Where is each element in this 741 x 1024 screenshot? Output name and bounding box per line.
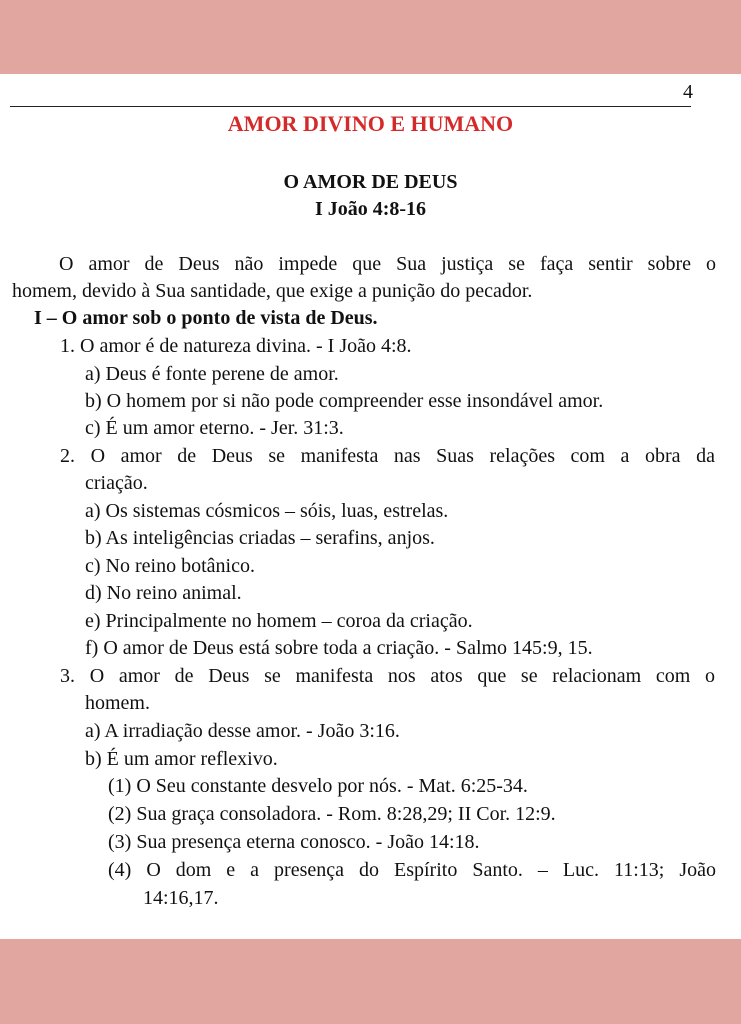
list-item-2a: a) Os sistemas cósmicos – sóis, luas, estrelas. [85,500,449,522]
list-item-3b-3: (3) Sua presença eterna conosco. - João 14:18. [108,831,480,853]
list-item-2f: f) O amor de Deus está sobre toda a criação. - Salmo 145:9, 15. [85,637,593,659]
list-item-3b-2: (2) Sua graça consoladora. - Rom. 8:28,29; II Cor. 12:9. [108,803,556,825]
list-item-1: 1. O amor é de natureza divina. - I João 4:8. [60,335,412,357]
list-item-3b: b) É um amor reflexivo. [85,748,278,770]
list-item-2c: c) No reino botânico. [85,555,255,577]
list-item-3a: a) A irradiação desse amor. - João 3:16. [85,720,400,742]
document-page [0,74,741,939]
intro-line-2: homem, devido à Sua santidade, que exige a punição do pecador. [12,280,533,302]
list-item-2e: e) Principalmente no homem – coroa da criação. [85,610,473,632]
list-item-3b-4-line-1: (4) O dom e a presença do Espírito Santo. – Luc. 11:13; João [108,859,716,881]
list-item-1c: c) É um amor eterno. - Jer. 31:3. [85,417,344,439]
scripture-reference: I João 4:8-16 [314,198,427,220]
list-item-2d: d) No reino animal. [85,582,242,604]
list-item-2-line-2: criação. [85,472,148,494]
list-item-1a: a) Deus é fonte perene de amor. [85,363,339,385]
page-number: 4 [683,81,693,103]
list-item-2b: b) As inteligências criadas – serafins, anjos. [85,527,435,549]
page-title: AMOR DIVINO E HUMANO [227,111,514,136]
section-heading: I – O amor sob o ponto de vista de Deus. [34,307,378,329]
header-rule [10,106,691,107]
list-item-3b-4-line-2: 14:16,17. [143,887,219,909]
list-item-3-line-2: homem. [85,692,150,714]
intro-line-1: O amor de Deus não impede que Sua justiça se faça sentir sobre o [59,253,716,275]
list-item-2-line-1: 2. O amor de Deus se manifesta nas Suas relações com a obra da [60,445,715,467]
list-item-3-line-1: 3. O amor de Deus se manifesta nos atos que se relacionam com o [60,665,715,687]
list-item-1b: b) O homem por si não pode compreender esse insondável amor. [85,390,604,412]
section-title: O AMOR DE DEUS [283,171,458,193]
list-item-3b-1: (1) O Seu constante desvelo por nós. - Mat. 6:25-34. [108,775,528,797]
